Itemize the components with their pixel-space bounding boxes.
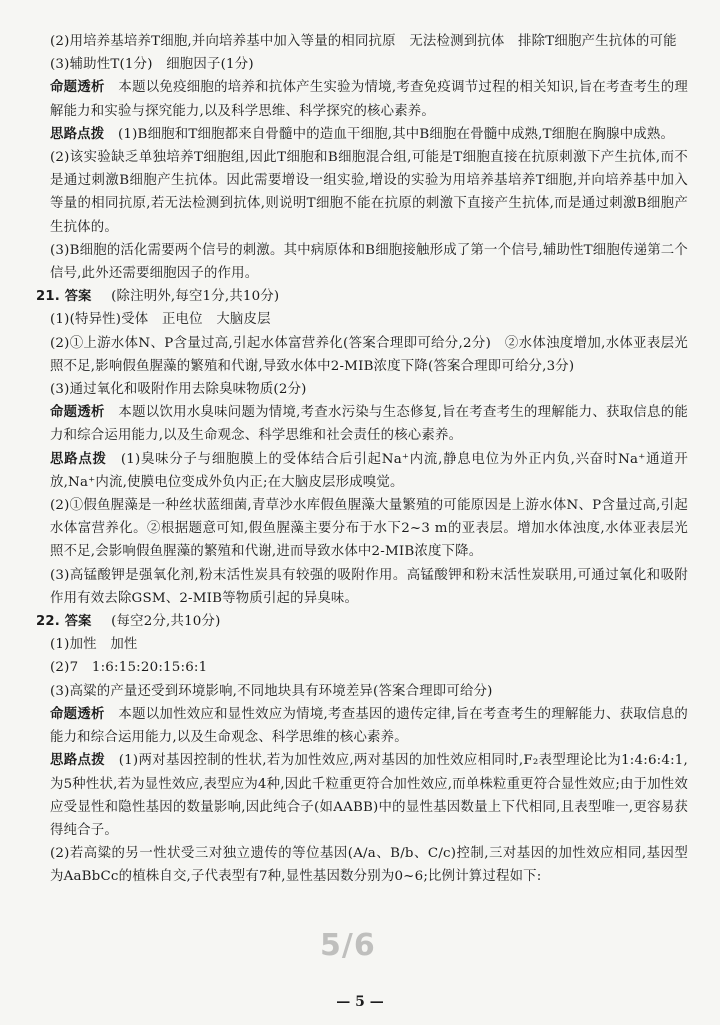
paragraph: (2)若高粱的另一性状受三对独立遗传的等位基因(A/a、B/b、C/c)控制,三对基因的加性效应相同,基因型为AaBbCc的植株自交,子代表型有7种,显性基因数分别为0~6;比例计算过程如下:: [50, 846, 688, 885]
answer-heading: [36, 610, 688, 633]
paragraph: (2)7 1:6:15:20:15:6:1: [50, 660, 208, 676]
paragraph-text: (每空2分,共10分): [111, 614, 221, 630]
section-label: 命题透析: [50, 405, 105, 421]
page-number: — 5 —: [336, 994, 384, 1010]
paragraph: (1)加性 加性: [50, 637, 138, 653]
section-label: 思路点拨: [50, 753, 105, 769]
annotated-paragraph: [36, 123, 688, 146]
annotated-paragraph: [36, 703, 688, 749]
section-label: 思路点拨: [50, 126, 105, 142]
paragraph: (3)B细胞的活化需要两个信号的刺激。其中病原体和B细胞接触形成了第一个信号,辅助性T细胞传递第二个信号,此外还需要细胞因子的作用。: [50, 242, 688, 282]
annotated-paragraph: [36, 448, 688, 494]
answer-heading: [36, 285, 688, 308]
annotated-paragraph: [36, 401, 688, 447]
answer-label: 22. 答案: [36, 614, 92, 630]
section-label: 思路点拨: [50, 451, 107, 467]
document-body: [36, 30, 688, 889]
paragraph-text: (1)两对基因控制的性状,若为加性效应,两对基因的加性效应相同时,F₂表型理论比为1:4:6:4:1,为5种性状,若为显性效应,表型应为4种,因此千粒重更符合加性效应,而单株粒重更符合显性效应;由于加性效应受显性和隐性基因的数量影响,因此纯合子(如AABB)中的显性基因数量上下代相同,且表型唯一,更容易获得纯合子。: [50, 753, 688, 838]
paragraph: (2)①假鱼腥藻是一种丝状蓝细菌,青草沙水库假鱼腥藻大量繁殖的可能原因是上游水体N、P含量过高,引起水体富营养化。②根据题意可知,假鱼腥藻主要分布于水下2~3 m的亚表层。增加水体浊度,水体亚表层光照不足,会影响假鱼腥藻的繁殖和代谢,进而导致水体中2-MIB浓度下降。: [50, 498, 688, 560]
annotated-paragraph: [36, 76, 688, 122]
paragraph: (2)该实验缺乏单独培养T细胞组,因此T细胞和B细胞混合组,可能是T细胞直接在抗原刺激下产生抗体,而不是通过刺激B细胞产生抗体。因此需要增设一组实验,增设的实验为用培养基培养T细胞,并向培养基中加入等量的相同抗原,若无法检测到抗体,则说明T细胞不能在抗原的刺激下直接产生抗体,而是通过刺激B细胞产生抗体的。: [50, 150, 688, 235]
paragraph-text: 本题以加性效应和显性效应为情境,考查基因的遗传定律,旨在考查考生的理解能力、获取信息的能力和综合运用能力,以及生命观念、科学思维的核心素养。: [50, 706, 688, 746]
paragraph: (3)通过氧化和吸附作用去除臭味物质(2分): [50, 382, 307, 398]
section-label: 命题透析: [50, 80, 105, 96]
section-label: 命题透析: [50, 706, 105, 722]
paragraph: (1)(特异性)受体 正电位 大脑皮层: [50, 312, 271, 328]
paragraph-text: (1)臭味分子与细胞膜上的受体结合后引起Na⁺内流,静息电位为外正内负,兴奋时Na⁺通道开放,Na⁺内流,使膜电位变成外负内正;在大脑皮层形成嗅觉。: [50, 451, 688, 490]
paragraph: (2)①上游水体N、P含量过高,引起水体富营养化(答案合理即可给分,2分) ②水体浊度增加,水体亚表层光照不足,影响假鱼腥藻的繁殖和代谢,导致水体中2-MIB浓度下降(答案合理即可给分,3分): [50, 335, 688, 374]
annotated-paragraph: [36, 749, 688, 842]
paragraph-text: (除注明外,每空1分,共10分): [111, 289, 280, 305]
paragraph-text: 本题以饮用水臭味问题为情境,考查水污染与生态修复,旨在考查考生的理解能力、获取信息的能力和综合运用能力,以及生命观念、科学思维和社会责任的核心素养。: [50, 405, 688, 444]
paragraph: (3)辅助性T(1分) 细胞因子(1分): [50, 57, 254, 73]
paragraph-text: (1)B细胞和T细胞都来自骨髓中的造血干细胞,其中B细胞在骨髓中成熟,T细胞在胸腺中成熟。: [117, 126, 675, 142]
paragraph: (3)高锰酸钾是强氧化剂,粉末活性炭具有较强的吸附作用。高锰酸钾和粉末活性炭联用,可通过氧化和吸附作用有效去除GSM、2-MIB等物质引起的异臭味。: [50, 567, 688, 606]
page-watermark: 5/6: [320, 928, 376, 963]
paragraph: (2)用培养基培养T细胞,并向培养基中加入等量的相同抗原 无法检测到抗体 排除T细胞产生抗体的可能: [50, 34, 677, 49]
answer-label: 21. 答案: [36, 289, 92, 305]
paragraph: (3)高粱的产量还受到环境影响,不同地块具有环境差异(答案合理即可给分): [50, 683, 493, 699]
paragraph-text: 本题以免疫细胞的培养和抗体产生实验为情境,考查免疫调节过程的相关知识,旨在考查考生的理解能力和实验与探究能力,以及科学思维、科学探究的核心素养。: [50, 80, 688, 119]
